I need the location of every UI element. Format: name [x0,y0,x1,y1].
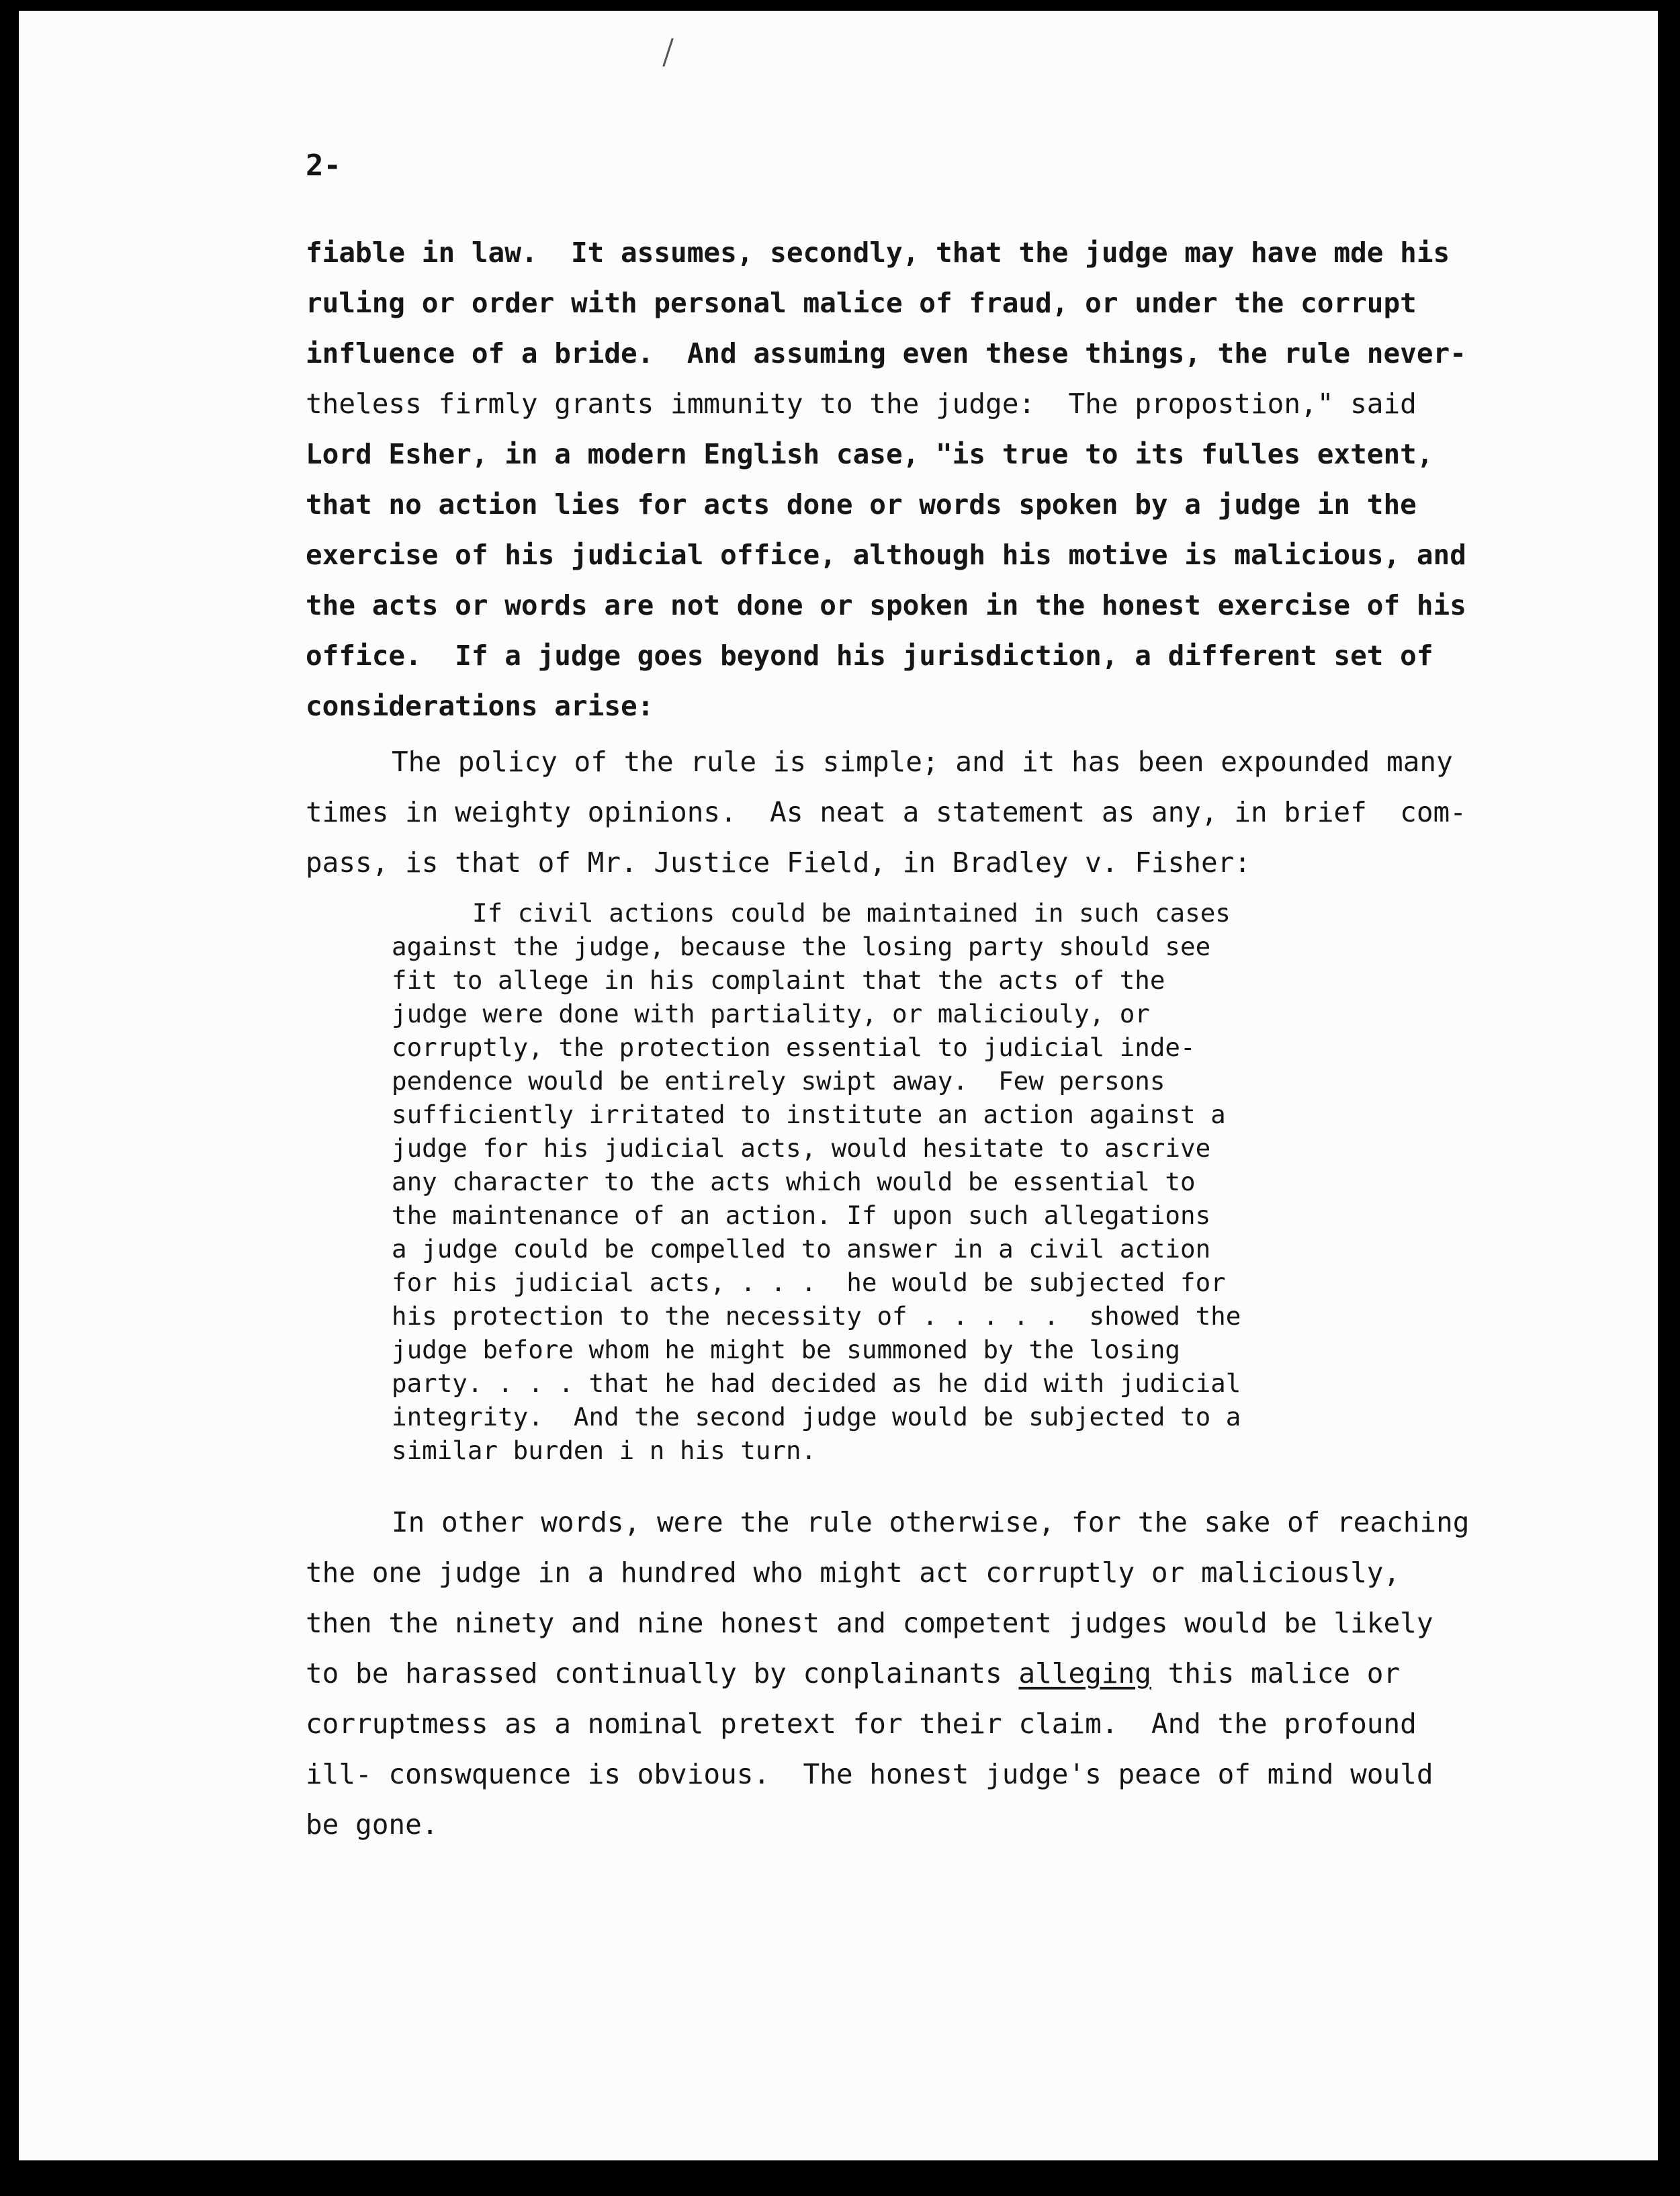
block-quote-line-6: pendence would be entirely swipt away. Few persons [392,1066,1165,1096]
block-quote-line-12: for his judicial acts, . . . he would be subjected for [392,1268,1226,1297]
paragraph-1-line-5: Lord Esher, in a modern English case, "is true to its fulles extent, [306,438,1433,470]
paragraph-1-line-7: exercise of his judicial office, although his motive is malicious, and [306,539,1466,571]
paragraph-2-line-2: times in weighty opinions. As neat a statement as any, in brief com- [306,796,1466,828]
closing-paragraph-line-5: corruptmess as a nominal pretext for their claim. And the profound [306,1708,1417,1740]
page-number: 2- [306,148,341,183]
closing-paragraph-line-7: be gone. [306,1808,439,1841]
block-quote-line-11: a judge could be compelled to answer in a civil action [392,1234,1211,1264]
stray-pen-mark [662,38,673,67]
block-quote-line-14: judge before whom he might be summoned by the losing [392,1335,1180,1364]
paragraph-1-line-9: office. If a judge goes beyond his jurisdiction, a different set of [306,640,1433,672]
paragraph-2-line-3: pass, is that of Mr. Justice Field, in Bradley v. Fisher: [306,846,1251,879]
paragraph-1-line-2: ruling or order with personal malice of fraud, or under the corrupt [306,287,1417,319]
block-quote-line-3: fit to allege in his complaint that the acts of the [392,965,1165,995]
block-quote-line-8: judge for his judicial acts, would hesitate to ascrive [392,1133,1211,1163]
closing-paragraph-line-4 [306,1657,1401,1689]
closing-paragraph-line-3: then the ninety and nine honest and competent judges would be likely [306,1607,1433,1639]
paragraph-1-line-6: that no action lies for acts done or words spoken by a judge in the [306,488,1417,521]
block-quote-line-4: judge were done with partiality, or maliciouly, or [392,999,1150,1028]
closing-paragraph-line-6: ill- conswquence is obvious. The honest judge's peace of mind would [306,1758,1433,1790]
closing-paragraph-line-2: the one judge in a hundred who might act corruptly or maliciously, [306,1556,1401,1589]
paragraph-1-line-8: the acts or words are not done or spoken in the honest exercise of his [306,589,1466,621]
paragraph-1-line-10: considerations arise: [306,690,654,722]
paragraph-1-line-3: influence of a bride. And assuming even these things, the rule never- [306,337,1466,369]
block-quote-line-5: corruptly, the protection essential to judicial inde- [392,1033,1196,1062]
block-quote-line-9: any character to the acts which would be essential to [392,1167,1196,1196]
block-quote-line-13: his protection to the necessity of . . . . . showed the [392,1301,1241,1331]
block-quote-line-2: against the judge, because the losing party should see [392,932,1211,961]
closing-paragraph-line-1: In other words, were the rule otherwise, for the sake of reaching [392,1506,1470,1538]
block-quote-line-7: sufficiently irritated to institute an action against a [392,1100,1226,1129]
paragraph-1-line-4: theless firmly grants immunity to the judge: The propostion," said [306,388,1417,420]
document-page [19,11,1658,2160]
underlined-word-alleging: alleging [1018,1657,1151,1689]
block-quote-line-16: integrity. And the second judge would be subjected to a [392,1402,1241,1432]
closing-line-4-end: this malice or [1151,1657,1401,1689]
block-quote-line-15: party. . . . that he had decided as he did with judicial [392,1368,1241,1398]
paragraph-2-line-1: The policy of the rule is simple; and it has been expounded many [392,746,1453,778]
closing-line-4-start: to be harassed continually by conplainants [306,1657,1019,1689]
block-quote-line-10: the maintenance of an action. If upon such allegations [392,1200,1211,1230]
block-quote-line-1: If civil actions could be maintained in such cases [472,898,1231,928]
paragraph-1-line-1: fiable in law. It assumes, secondly, that the judge may have mde his [306,236,1450,269]
block-quote-line-17: similar burden i n his turn. [392,1436,817,1465]
